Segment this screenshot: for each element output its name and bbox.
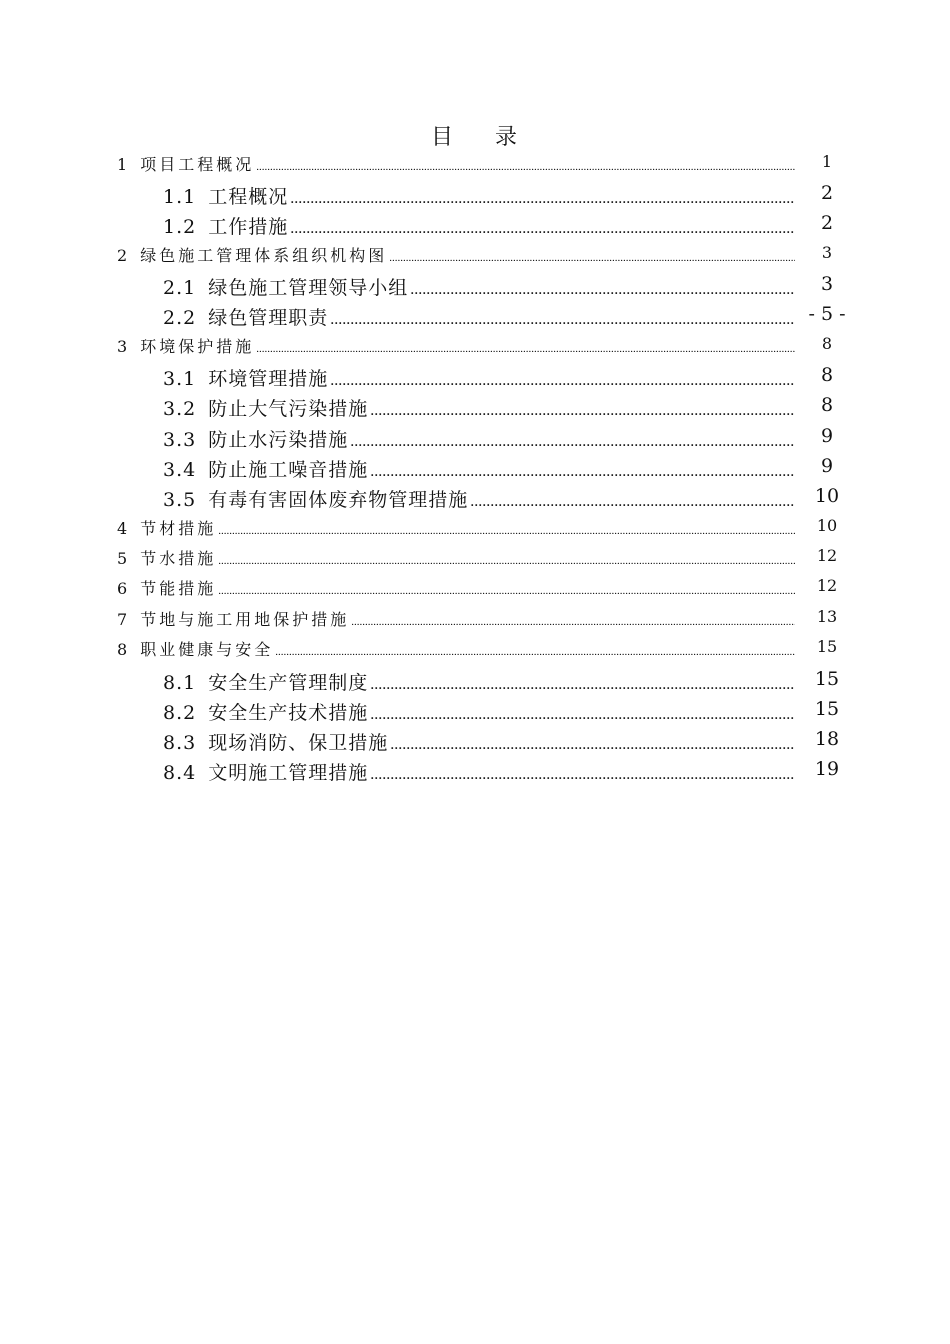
toc-entry[interactable] — [117, 516, 838, 539]
toc-entry-number: 8.2 — [163, 702, 197, 724]
toc-leader-dots — [370, 766, 795, 784]
toc-entry-label: 节地与施工用地保护措施 — [140, 610, 350, 629]
toc-entry-number: 2 — [117, 246, 131, 265]
toc-entry[interactable] — [117, 152, 833, 175]
toc-entry-number: 3.1 — [163, 368, 197, 390]
toc-entry-number: 2.2 — [163, 307, 197, 329]
toc-entry-label: 防止大气污染措施 — [208, 398, 369, 420]
toc-entry[interactable] — [163, 364, 834, 391]
toc-entry[interactable] — [163, 698, 840, 725]
toc-leader-dots — [218, 585, 795, 597]
toc-entry[interactable] — [163, 485, 840, 512]
toc-entry-number: 3 — [117, 337, 131, 356]
toc-leader-dots — [290, 220, 795, 238]
toc-leader-dots — [256, 343, 795, 355]
toc-entry-label: 绿色施工管理领导小组 — [208, 277, 409, 299]
toc-entry[interactable] — [163, 668, 840, 695]
toc-leader-dots — [390, 736, 795, 754]
toc-entry-label: 节水措施 — [140, 549, 217, 568]
toc-entry-label: 绿色施工管理体系组织机构图 — [140, 246, 388, 265]
toc-entry-page: 2 — [820, 182, 834, 204]
toc-entry-label: 安全生产管理制度 — [208, 672, 369, 694]
toc-entry-page: 9 — [820, 455, 834, 477]
toc-entry-number: 7 — [117, 610, 131, 629]
toc-entry-page: 12 — [816, 576, 838, 595]
toc-entry-number: 3.5 — [163, 489, 197, 511]
toc-entry-label: 环境保护措施 — [140, 337, 255, 356]
toc-leader-dots — [256, 161, 795, 173]
toc-entry[interactable] — [163, 182, 834, 209]
toc-entry-number: 8.3 — [163, 732, 197, 754]
toc-entry[interactable] — [117, 546, 838, 569]
toc-entry-page: 12 — [816, 546, 838, 565]
toc-leader-dots — [275, 646, 795, 658]
toc-entry-number: 2.1 — [163, 277, 197, 299]
toc-entry-page: 9 — [820, 425, 834, 447]
toc-entry-number: 4 — [117, 519, 131, 538]
toc-entry-page: 3 — [821, 243, 833, 262]
toc-entry-number: 8 — [117, 640, 131, 659]
toc-leader-dots — [351, 616, 795, 628]
toc-entry-page: - 5 - — [808, 303, 846, 325]
toc-entry-page: 15 — [814, 698, 840, 720]
toc-entry-label: 防止施工噪音措施 — [208, 459, 369, 481]
toc-entry-number: 1.1 — [163, 186, 197, 208]
toc-leader-dots — [370, 676, 795, 694]
toc-entry-number: 1.2 — [163, 216, 197, 238]
toc-entry-number: 3.3 — [163, 429, 197, 451]
toc-leader-dots — [370, 402, 795, 420]
toc-leader-dots — [350, 433, 795, 451]
toc-entry-page: 3 — [820, 273, 834, 295]
toc-entry-label: 防止水污染措施 — [208, 429, 349, 451]
toc-entry-number: 6 — [117, 579, 131, 598]
toc-entry-label: 安全生产技术措施 — [208, 702, 369, 724]
toc-entry[interactable] — [117, 243, 833, 266]
toc-entry-label: 节能措施 — [140, 579, 217, 598]
toc-entry-page: 8 — [820, 394, 834, 416]
toc-entry-label: 现场消防、保卫措施 — [208, 732, 389, 754]
toc-entry-label: 绿色管理职责 — [208, 307, 329, 329]
toc-leader-dots — [370, 463, 795, 481]
toc-entry-label: 文明施工管理措施 — [208, 762, 369, 784]
toc-leader-dots — [218, 555, 795, 567]
toc-entry[interactable] — [117, 576, 838, 599]
toc-entry[interactable] — [163, 212, 834, 239]
toc-leader-dots — [389, 252, 795, 264]
toc-entry-number: 1 — [117, 155, 131, 174]
toc-entry-label: 工程概况 — [208, 186, 289, 208]
toc-entry[interactable] — [163, 425, 834, 452]
toc-entry-page: 8 — [820, 364, 834, 386]
toc-entry-label: 环境管理措施 — [208, 368, 329, 390]
toc-entry[interactable] — [163, 758, 840, 785]
toc-leader-dots — [470, 493, 795, 511]
toc-entry-page: 1 — [821, 152, 833, 171]
toc-entry[interactable] — [117, 334, 833, 357]
toc-entry-label: 节材措施 — [140, 519, 217, 538]
toc-entry-number: 3.2 — [163, 398, 197, 420]
toc-entry-label: 工作措施 — [208, 216, 289, 238]
toc-entry[interactable] — [163, 394, 834, 421]
toc-entry[interactable] — [117, 637, 838, 660]
toc-leader-dots — [290, 190, 795, 208]
toc-entry-page: 2 — [820, 212, 834, 234]
toc-entry-number: 8.4 — [163, 762, 197, 784]
toc-leader-dots — [218, 525, 795, 537]
toc-entry-label: 职业健康与安全 — [140, 640, 274, 659]
toc-entry-page: 15 — [816, 637, 838, 656]
toc-entry-number: 5 — [117, 549, 131, 568]
toc-entry[interactable] — [163, 273, 834, 300]
toc-title-char-2: 录 — [495, 125, 520, 150]
toc-entry-number: 3.4 — [163, 459, 197, 481]
toc-entry-page: 13 — [816, 607, 838, 626]
toc-entry-page: 10 — [814, 485, 840, 507]
toc-entry-page: 8 — [821, 334, 833, 353]
toc-entry[interactable] — [117, 607, 838, 630]
toc-entry-number: 8.1 — [163, 672, 197, 694]
toc-entry-page: 10 — [816, 516, 838, 535]
toc-leader-dots — [410, 281, 795, 299]
toc-entry[interactable] — [163, 728, 840, 755]
toc-entry-page: 19 — [814, 758, 840, 780]
toc-leader-dots — [330, 372, 795, 390]
toc-leader-dots — [330, 311, 795, 329]
toc-entry-label: 项目工程概况 — [140, 155, 255, 174]
toc-entry[interactable] — [163, 455, 834, 482]
toc-entry-label: 有毒有害固体废弃物管理措施 — [208, 489, 469, 511]
toc-title-char-1: 目 — [430, 125, 455, 150]
toc-leader-dots — [370, 706, 795, 724]
toc-entry[interactable] — [163, 303, 846, 330]
toc-entry-page: 15 — [814, 668, 840, 690]
toc-entry-page: 18 — [814, 728, 840, 750]
toc-title — [0, 120, 950, 151]
